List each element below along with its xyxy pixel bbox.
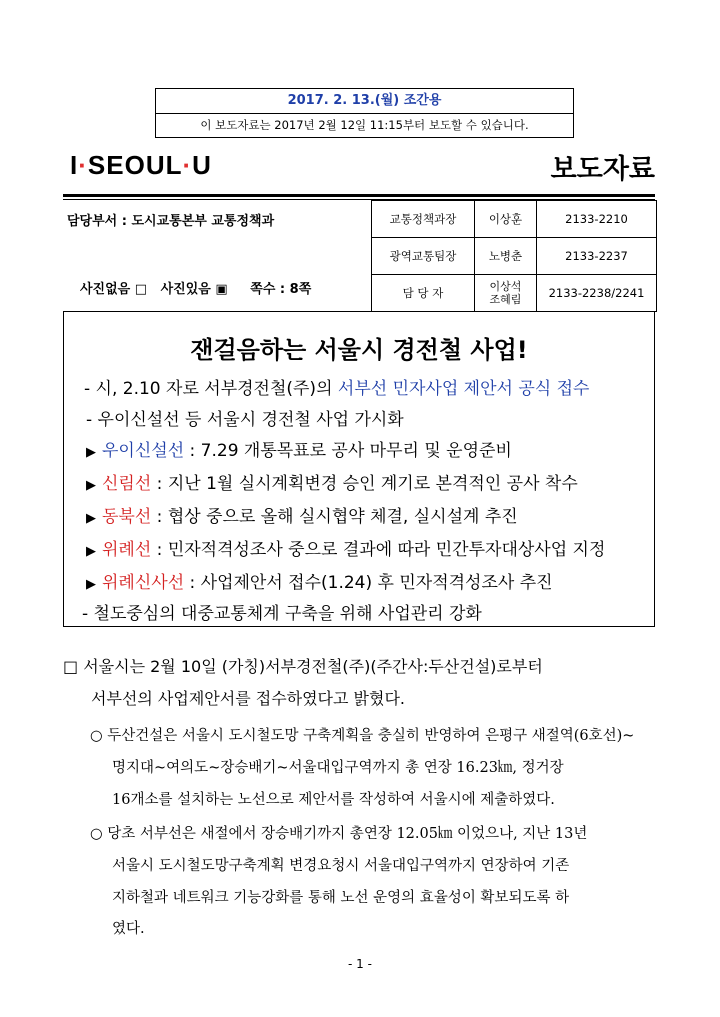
- sub-paragraph-1: ○ 두산건설은 서울시 도시철도망 구축계획을 충실히 반영하여 은평구 새절역(6호선)~: [90, 728, 635, 744]
- body-paragraph-1-cont: 서부선의 사업제안서를 접수하였다고 밝혔다.: [91, 689, 406, 708]
- bullet-item: ▶ 동북선 : 협상 중으로 올해 실시협약 체결, 실시설계 추진: [86, 507, 518, 527]
- summary-title: 잰걸음하는 서울시 경전철 사업!: [190, 336, 528, 364]
- embargo-box: [155, 88, 574, 138]
- summary-line-1: - 시, 2.10 자로 서부경전철(주)의 서부선 민자사업 제안서 공식 접수: [84, 379, 590, 399]
- contact-name: 노병춘: [475, 238, 537, 275]
- triangle-bullet-icon: ▶: [86, 544, 96, 559]
- sub-paragraph-1-cont: 16개소를 설치하는 노선으로 제안서를 작성하여 서울시에 제출하였다.: [112, 792, 555, 808]
- triangle-bullet-icon: ▶: [86, 577, 96, 592]
- page-number: - 1 -: [348, 957, 372, 971]
- contact-phone: 2133-2210: [537, 201, 657, 238]
- summary-line-2: - 우이신설선 등 서울시 경전철 사업 가시화: [86, 410, 404, 430]
- sub-paragraph-2: ○ 당초 서부선은 새절에서 장승배기까지 총연장 12.05㎞ 이었으나, 지난 13년: [90, 826, 588, 842]
- contact-role: 교통정책과장: [372, 201, 475, 238]
- photo-pages-line: 사진없음 □ 사진있음 ▣ 쪽수 : 8쪽: [80, 282, 312, 297]
- bullet-item: ▶ 우이신설선 : 7.29 개통목표로 공사 마무리 및 운영준비: [86, 441, 512, 461]
- triangle-bullet-icon: ▶: [86, 511, 96, 526]
- bullet-item: ▶ 위례선 : 민자적격성조사 중으로 결과에 따라 민간투자대상사업 지정: [86, 540, 606, 560]
- contact-phone: 2133-2238/2241: [537, 275, 657, 312]
- body-paragraph-1: □ 서울시는 2월 10일 (가칭)서부경전철(주)(주간사:두산건설)로부터: [63, 657, 543, 676]
- contact-row: [372, 275, 657, 312]
- line-name: 우이신설선: [102, 441, 185, 461]
- contact-row: [372, 201, 657, 238]
- embargo-notice: 이 보도자료는 2017년 2월 12일 11:15부터 보도할 수 있습니다.: [200, 118, 529, 132]
- contact-name: 이상석 조혜림: [475, 275, 537, 312]
- doc-type-title: 보도자료: [550, 154, 655, 185]
- contact-name: 이상훈: [475, 201, 537, 238]
- bullet-item: ▶ 신림선 : 지난 1월 실시계획변경 승인 계기로 본격적인 공사 착수: [86, 474, 578, 494]
- sub-paragraph-1-cont: 명지대~여의도~장승배기~서울대입구역까지 총 연장 16.23㎞, 정거장: [112, 760, 564, 776]
- line-name: 위례선: [102, 540, 152, 560]
- logo-text: I·SEOUL·U: [70, 150, 212, 180]
- embargo-date: 2017. 2. 13.(월) 조간용: [156, 89, 573, 114]
- line-name: 신림선: [102, 474, 152, 494]
- contacts-table: [371, 200, 657, 312]
- triangle-bullet-icon: ▶: [86, 478, 96, 493]
- bullet-item: ▶ 위례신사선 : 사업제안서 접수(1.24) 후 민자적격성조사 추진: [86, 573, 553, 593]
- header-rule: [63, 194, 655, 197]
- i-seoul-u-logo: [70, 150, 212, 181]
- contact-role: 광역교통팀장: [372, 238, 475, 275]
- line-name: 위례신사선: [102, 573, 185, 593]
- contact-role: 담 당 자: [372, 275, 475, 312]
- summary-box: [63, 311, 655, 627]
- contact-phone: 2133-2237: [537, 238, 657, 275]
- sub-paragraph-2-cont: 였다.: [112, 921, 145, 937]
- sub-paragraph-2-cont: 서울시 도시철도망구축계획 변경요청시 서울대입구역까지 연장하여 기존: [112, 858, 570, 874]
- summary-last-line: - 철도중심의 대중교통체계 구축을 위해 사업관리 강화: [82, 604, 482, 624]
- triangle-bullet-icon: ▶: [86, 445, 96, 460]
- line-name: 동북선: [102, 507, 152, 527]
- highlight-text: 서부선 민자사업 제안서 공식 접수: [337, 379, 590, 399]
- contact-row: [372, 238, 657, 275]
- department-label: 담당부서 : 도시교통본부 교통정책과: [67, 214, 275, 229]
- sub-paragraph-2-cont: 지하철과 네트워크 기능강화를 통해 노선 운영의 효율성이 확보되도록 하: [112, 890, 570, 906]
